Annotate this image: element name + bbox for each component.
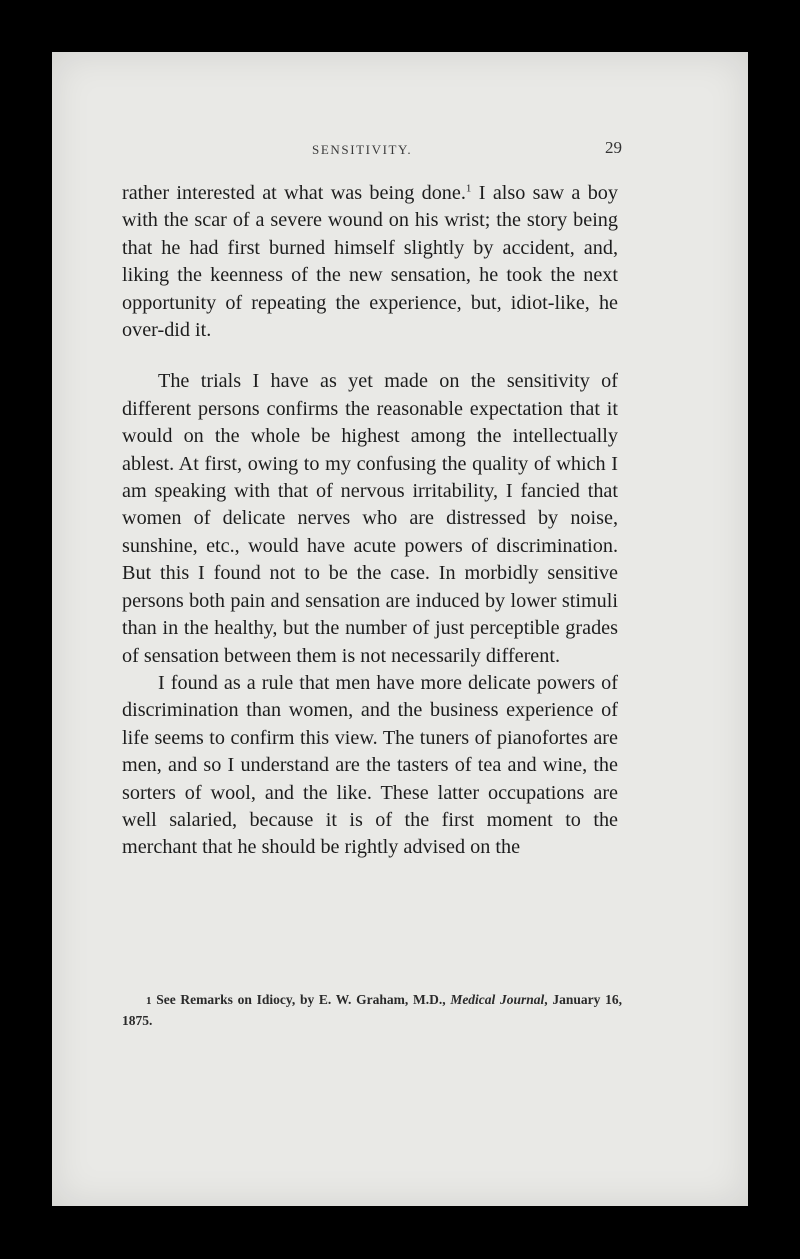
paragraph (122, 180, 618, 344)
paragraph-text: rather interested at what was being done. (122, 182, 466, 204)
page-header (122, 138, 622, 166)
running-head: SENSITIVITY. (312, 142, 413, 157)
footnote-text: , January 16, 1875. (122, 992, 622, 1028)
paragraph: I found as a rule that men have more delicate powers of discrimination than women, and the business experience of life seems to confirm this view. The tuners of pianofortes are men, and so I understand are the tasters of tea and wine, the sorters of wool, and the like. These latter occupations are well salaried, because it is of the first moment to the merchant that he should be rightly advised on the (122, 671, 618, 859)
footnote (122, 990, 622, 1031)
book-page (52, 52, 748, 1206)
paragraph: The trials I have as yet made on the sensitivity of different persons confirms the reasonable expectation that it would on the whole be highest among the intellectually ablest. At first, owing to my confusing the quality of which I am speaking with that of nervous irritability, I fancied that women of delicate nerves who are distressed by noise, sunshine, etc., would have acute powers of discrimination. But this I found not to be the case. In morbidly sensitive persons both pain and sensation are induced by lower stimuli than in the healthy, but the number of just perceptible grades of sensation between them is not necessarily different. (122, 370, 618, 667)
page-number: 29 (605, 138, 622, 157)
body-text (122, 180, 618, 862)
paragraph-text: I also saw a boy with the scar of a severe wound on his wrist; the story being that he had first burned himself slightly by accident, and, liking the keenness of the new sensation, he took the next opportunity of repeating the experience, but, idiot-like, he over-did it. (122, 182, 618, 342)
footnote-text: See Remarks on Idiocy, by E. W. Graham, M.D., (151, 992, 451, 1007)
footnote-reference: 1 (465, 182, 472, 195)
footnote-mark: 1 (146, 995, 152, 1007)
footnote-journal: Medical Journal (450, 992, 545, 1007)
